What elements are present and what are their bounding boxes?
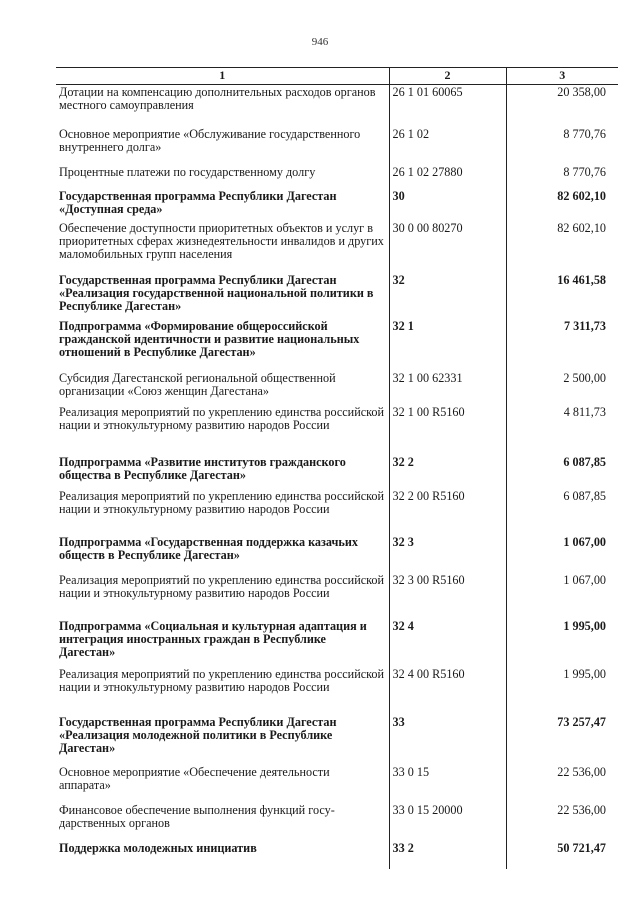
row-code: 32 3 — [389, 535, 506, 573]
row-code: 32 1 00 62331 — [389, 371, 506, 405]
table-row — [56, 841, 618, 869]
table-row — [56, 371, 618, 405]
row-name: Субсидия Дагестанской региональной общественной организации «Союз женщин Дагестана» — [59, 370, 336, 398]
row-amount: 20 358,00 — [506, 85, 618, 127]
row-name: Подпрограмма «Формирование общероссийской гражданской идентичности и развитие национальных отношений в Республике Дагестан» — [59, 318, 360, 360]
header-col-2: 2 — [389, 68, 506, 85]
row-code: 30 0 00 80270 — [389, 221, 506, 273]
table-row — [56, 273, 618, 319]
header-col-1: 1 — [56, 68, 389, 85]
row-name: Государственная программа Республики Дагестан «Доступная среда» — [59, 188, 337, 216]
row-code: 32 3 00 R5160 — [389, 573, 506, 619]
row-amount: 50 721,47 — [506, 841, 618, 869]
table-body — [56, 85, 618, 869]
row-amount: 22 536,00 — [506, 803, 618, 841]
row-amount: 1 995,00 — [506, 619, 618, 667]
row-code: 32 2 — [389, 455, 506, 489]
row-name: Реализация мероприятий по укреплению единства российской нации и этнокультурному развитию народов России — [59, 572, 385, 600]
row-name: Процентные платежи по государственному долгу — [59, 164, 316, 179]
table-row — [56, 535, 618, 573]
row-code: 32 4 00 R5160 — [389, 667, 506, 715]
table-row — [56, 319, 618, 371]
row-amount: 22 536,00 — [506, 765, 618, 803]
row-code: 33 — [389, 715, 506, 765]
row-code: 26 1 02 — [389, 127, 506, 165]
table-row — [56, 619, 618, 667]
row-code: 32 1 00 R5160 — [389, 405, 506, 455]
table-row — [56, 455, 618, 489]
row-code: 26 1 02 27880 — [389, 165, 506, 189]
header-row — [56, 68, 618, 85]
row-amount: 73 257,47 — [506, 715, 618, 765]
table-row — [56, 667, 618, 715]
row-name: Основное мероприятие «Обслуживание государственного внутреннего долга» — [59, 126, 361, 154]
row-code: 26 1 01 60065 — [389, 85, 506, 127]
row-name: Подпрограмма «Социальная и культурная адаптация и интеграция иностранных граждан в Республике Дагестан» — [59, 618, 367, 660]
row-code: 33 0 15 20000 — [389, 803, 506, 841]
row-name: Государственная программа Республики Дагестан «Реализация государственной национальной политики в Республике Дагестан» — [59, 272, 374, 314]
table-row — [56, 85, 618, 127]
row-amount: 8 770,76 — [506, 165, 618, 189]
row-code: 30 — [389, 189, 506, 221]
row-name: Поддержка молодежных инициатив — [59, 840, 257, 855]
table-row — [56, 573, 618, 619]
row-name: Подпрограмма «Развитие институтов гражданского общества в Республике Дагестан» — [59, 454, 346, 482]
row-amount: 82 602,10 — [506, 221, 618, 273]
table-row — [56, 189, 618, 221]
row-code: 32 4 — [389, 619, 506, 667]
table-row — [56, 715, 618, 765]
row-name: Реализация мероприятий по укреплению единства российской нации и этнокультурному развитию народов России — [59, 666, 385, 694]
row-name: Дотации на компенсацию дополнительных расходов органов местного самоуправления — [59, 85, 376, 113]
page-number: 946 — [311, 36, 329, 48]
row-code: 33 0 15 — [389, 765, 506, 803]
row-amount: 6 087,85 — [506, 489, 618, 535]
row-amount: 4 811,73 — [506, 405, 618, 455]
header-col-3: 3 — [506, 68, 618, 85]
row-amount: 82 602,10 — [506, 189, 618, 221]
row-name: Реализация мероприятий по укреплению единства российской нации и этнокультурному развитию народов России — [59, 404, 385, 432]
row-amount: 7 311,73 — [506, 319, 618, 371]
table-row — [56, 489, 618, 535]
row-amount: 1 995,00 — [506, 667, 618, 715]
row-name: Основное мероприятие «Обеспечение деятельности аппарата» — [59, 764, 330, 792]
table-row — [56, 127, 618, 165]
row-name: Государственная программа Республики Дагестан «Реализация молодежной политики в Республике Дагестан» — [59, 714, 337, 756]
table-row — [56, 765, 618, 803]
row-name: Финансовое обеспечение выполнения функций государственных органов — [59, 802, 335, 830]
row-code: 32 — [389, 273, 506, 319]
row-name: Реализация мероприятий по укреплению единства российской нации и этнокультурному развитию народов России — [59, 488, 385, 516]
row-code: 32 2 00 R5160 — [389, 489, 506, 535]
row-amount: 1 067,00 — [506, 573, 618, 619]
row-amount: 8 770,76 — [506, 127, 618, 165]
row-amount: 6 087,85 — [506, 455, 618, 489]
row-amount: 2 500,00 — [506, 371, 618, 405]
row-amount: 16 461,58 — [506, 273, 618, 319]
row-amount: 1 067,00 — [506, 535, 618, 573]
row-code: 33 2 — [389, 841, 506, 869]
table-row — [56, 221, 618, 273]
row-name: Обеспечение доступности приоритетных объектов и услуг в приоритетных сферах жизнедеятельности инвалидов и других маломобильных групп населения — [59, 220, 384, 262]
table-row — [56, 803, 618, 841]
row-code: 32 1 — [389, 319, 506, 371]
row-name: Подпрограмма «Государственная поддержка казачьих обществ в Республике Дагестан» — [59, 534, 358, 562]
table-row — [56, 165, 618, 189]
budget-table — [56, 67, 618, 869]
table-row — [56, 405, 618, 455]
